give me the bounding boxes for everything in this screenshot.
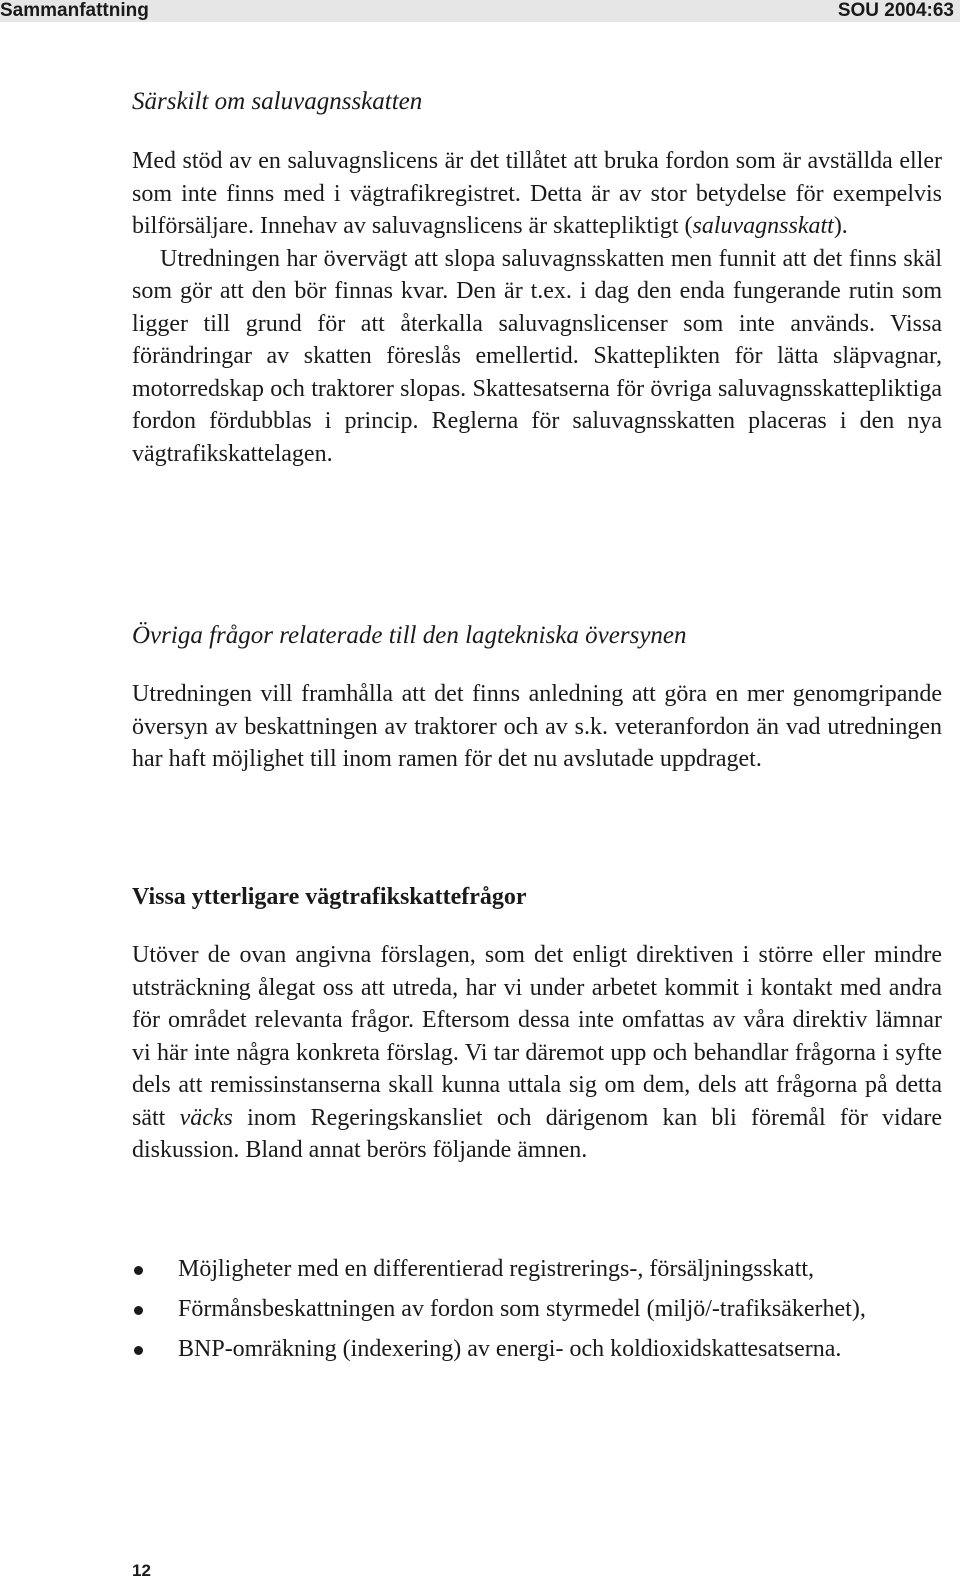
- paragraph-text: Med stöd av en saluvagnslicens är det tillåtet att bruka fordon som är avställda eller som inte finns med i vägtrafikregistret. Detta är av stor betydelse för exempelvis bilförsäljare. Innehav av saluvagnslicens är skattepliktigt (: [132, 148, 942, 239]
- section-body-ovriga-fragor: [132, 678, 942, 776]
- list-item-text: BNP-omräkning (indexering) av energi- och koldioxidskattesatserna.: [178, 1336, 842, 1362]
- bullet-icon: [134, 1266, 143, 1275]
- section-body-saluvagnsskatt: [132, 145, 942, 470]
- emphasis-term: saluvagnsskatt: [692, 213, 834, 239]
- emphasis-term: väcks: [179, 1104, 233, 1131]
- list-item: [132, 1332, 942, 1367]
- list-item: [132, 1252, 942, 1287]
- section-title-saluvagnsskatt: Särskilt om saluvagnsskatten: [132, 88, 423, 115]
- section-body-vagtrafikskattefragor: [132, 939, 942, 1167]
- paragraph-text: Utöver de ovan angivna förslagen, som det enligt direktiven i större eller mindre utsträckning ålegat oss att utreda, har vi under arbetet kommit i kontakt med andra för området relevanta frågor. Eftersom dessa inte omfattas av våra direktiv lämnar vi här inte några konkreta förslag. Vi tar däremot upp och behandlar frågorna i syfte dels att remissinstanserna skall kunna uttala sig om dem, dels att frågorna på detta sätt: [132, 942, 942, 1131]
- paragraph: [132, 145, 942, 243]
- section-title-vagtrafikskattefragor: Vissa ytterligare vägtrafikskattefrågor: [132, 884, 527, 910]
- paragraph: [132, 939, 942, 1167]
- section-title-ovriga-fragor: Övriga frågor relaterade till den lagtekniska översynen: [132, 622, 687, 649]
- header-section-label: Sammanfattning: [0, 0, 149, 21]
- paragraph: Utredningen vill framhålla att det finns anledning att göra en mer genomgripande översyn av beskattningen av traktorer och av s.k. veteranfordon än vad utredningen har haft möjlighet till inom ramen för det nu avslutade uppdraget.: [132, 681, 942, 772]
- list-item-text: Möjligheter med en differentierad registrerings-, försäljningsskatt,: [178, 1256, 815, 1282]
- paragraph: Utredningen har övervägt att slopa saluvagnsskatten men funnit att det finns skäl som gör att den bör finnas kvar. Den är t.ex. i dag den enda fungerande rutin som ligger till grund för att återkalla saluvagnslicenser som inte används. Vissa förändringar av skatten föreslås emellertid. Skatteplikten för lätta släpvagnar, motorredskap och traktorer slopas. Skattesatserna för övriga saluvagnsskattepliktiga fordon fördubblas i princip. Reglerna för saluvagnsskatten placeras i den nya vägtrafikskattelagen.: [132, 245, 942, 467]
- list-item: [132, 1292, 942, 1327]
- paragraph-text: ).: [833, 213, 848, 239]
- header-document-id: SOU 2004:63: [837, 0, 954, 21]
- bullet-icon: [134, 1306, 143, 1315]
- page-number: 12: [132, 1561, 151, 1580]
- bullet-icon: [134, 1346, 143, 1355]
- paragraph-text: inom Regeringskansliet och därigenom kan bli föremål för vidare diskussion. Bland annat berörs följande ämnen.: [132, 1104, 943, 1163]
- list-item-text: Förmånsbeskattningen av fordon som styrmedel (miljö/-trafiksäkerhet),: [178, 1296, 866, 1322]
- bullet-list: [132, 1252, 942, 1367]
- running-header: [0, 0, 960, 22]
